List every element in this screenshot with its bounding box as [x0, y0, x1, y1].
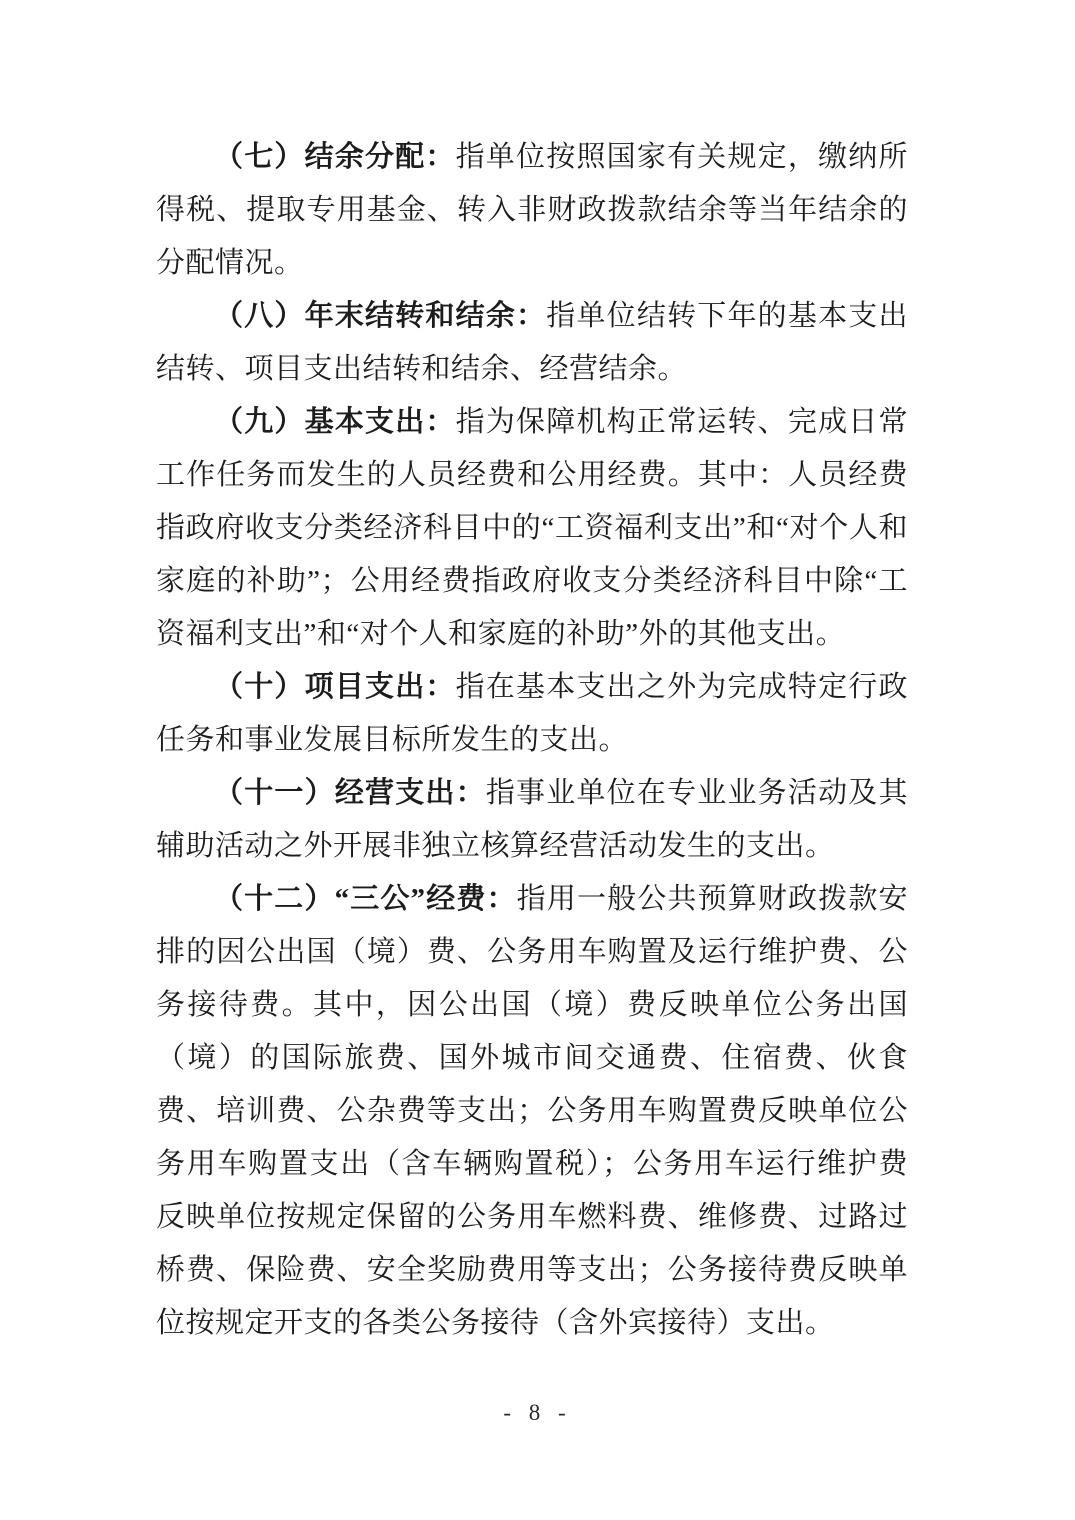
paragraph-heading: （十二）“三公”经费： [214, 883, 517, 915]
paragraph-basic-expenditure [156, 396, 908, 661]
paragraph-body: 指单位结转下年的基本支出结转、项目支出结转和结余、经营结余。 [156, 300, 908, 385]
paragraph-body: 指在基本支出之外为完成特定行政任务和事业发展目标所发生的支出。 [156, 671, 908, 756]
paragraph-heading: （十）项目支出： [214, 671, 456, 703]
paragraph-heading: （八）年末结转和结余： [214, 300, 547, 332]
paragraph-heading: （九）基本支出： [214, 406, 456, 438]
paragraph-surplus-distribution [156, 131, 908, 290]
page-footer [0, 1400, 1075, 1426]
paragraph-body: 指为保障机构正常运转、完成日常工作任务而发生的人员经费和公用经费。其中：人员经费指政府收支分类经济科目中的“工资福利支出”和“对个人和家庭的补助”；公用经费指政府收支分类经济科目中除“工资福利支出”和“对个人和家庭的补助”外的其他支出。 [156, 406, 908, 650]
paragraph-body: 指事业单位在专业业务活动及其辅助活动之外开展非独立核算经营活动发生的支出。 [156, 777, 908, 862]
paragraph-heading: （七）结余分配： [214, 141, 456, 173]
document-body [156, 131, 908, 1350]
paragraph-heading: （十一）经营支出： [214, 777, 486, 809]
paragraph-operating-expenditure [156, 767, 908, 873]
paragraph-project-expenditure [156, 661, 908, 767]
page-number: - 8 - [503, 1400, 572, 1425]
paragraph-year-end-carryover [156, 290, 908, 396]
paragraph-body: 指单位按照国家有关规定，缴纳所得税、提取专用基金、转入非财政拨款结余等当年结余的分配情况。 [156, 141, 908, 279]
paragraph-body: 指用一般公共预算财政拨款安排的因公出国（境）费、公务用车购置及运行维护费、公务接待费。其中，因公出国（境）费反映单位公务出国（境）的国际旅费、国外城市间交通费、住宿费、伙食费、培训费、公杂费等支出；公务用车购置费反映单位公务用车购置支出（含车辆购置税）；公务用车运行维护费反映单位按规定保留的公务用车燃料费、维修费、过路过桥费、保险费、安全奖励费用等支出；公务接待费反映单位按规定开支的各类公务接待（含外宾接待）支出。 [156, 883, 908, 1339]
paragraph-three-public-funds [156, 873, 908, 1350]
